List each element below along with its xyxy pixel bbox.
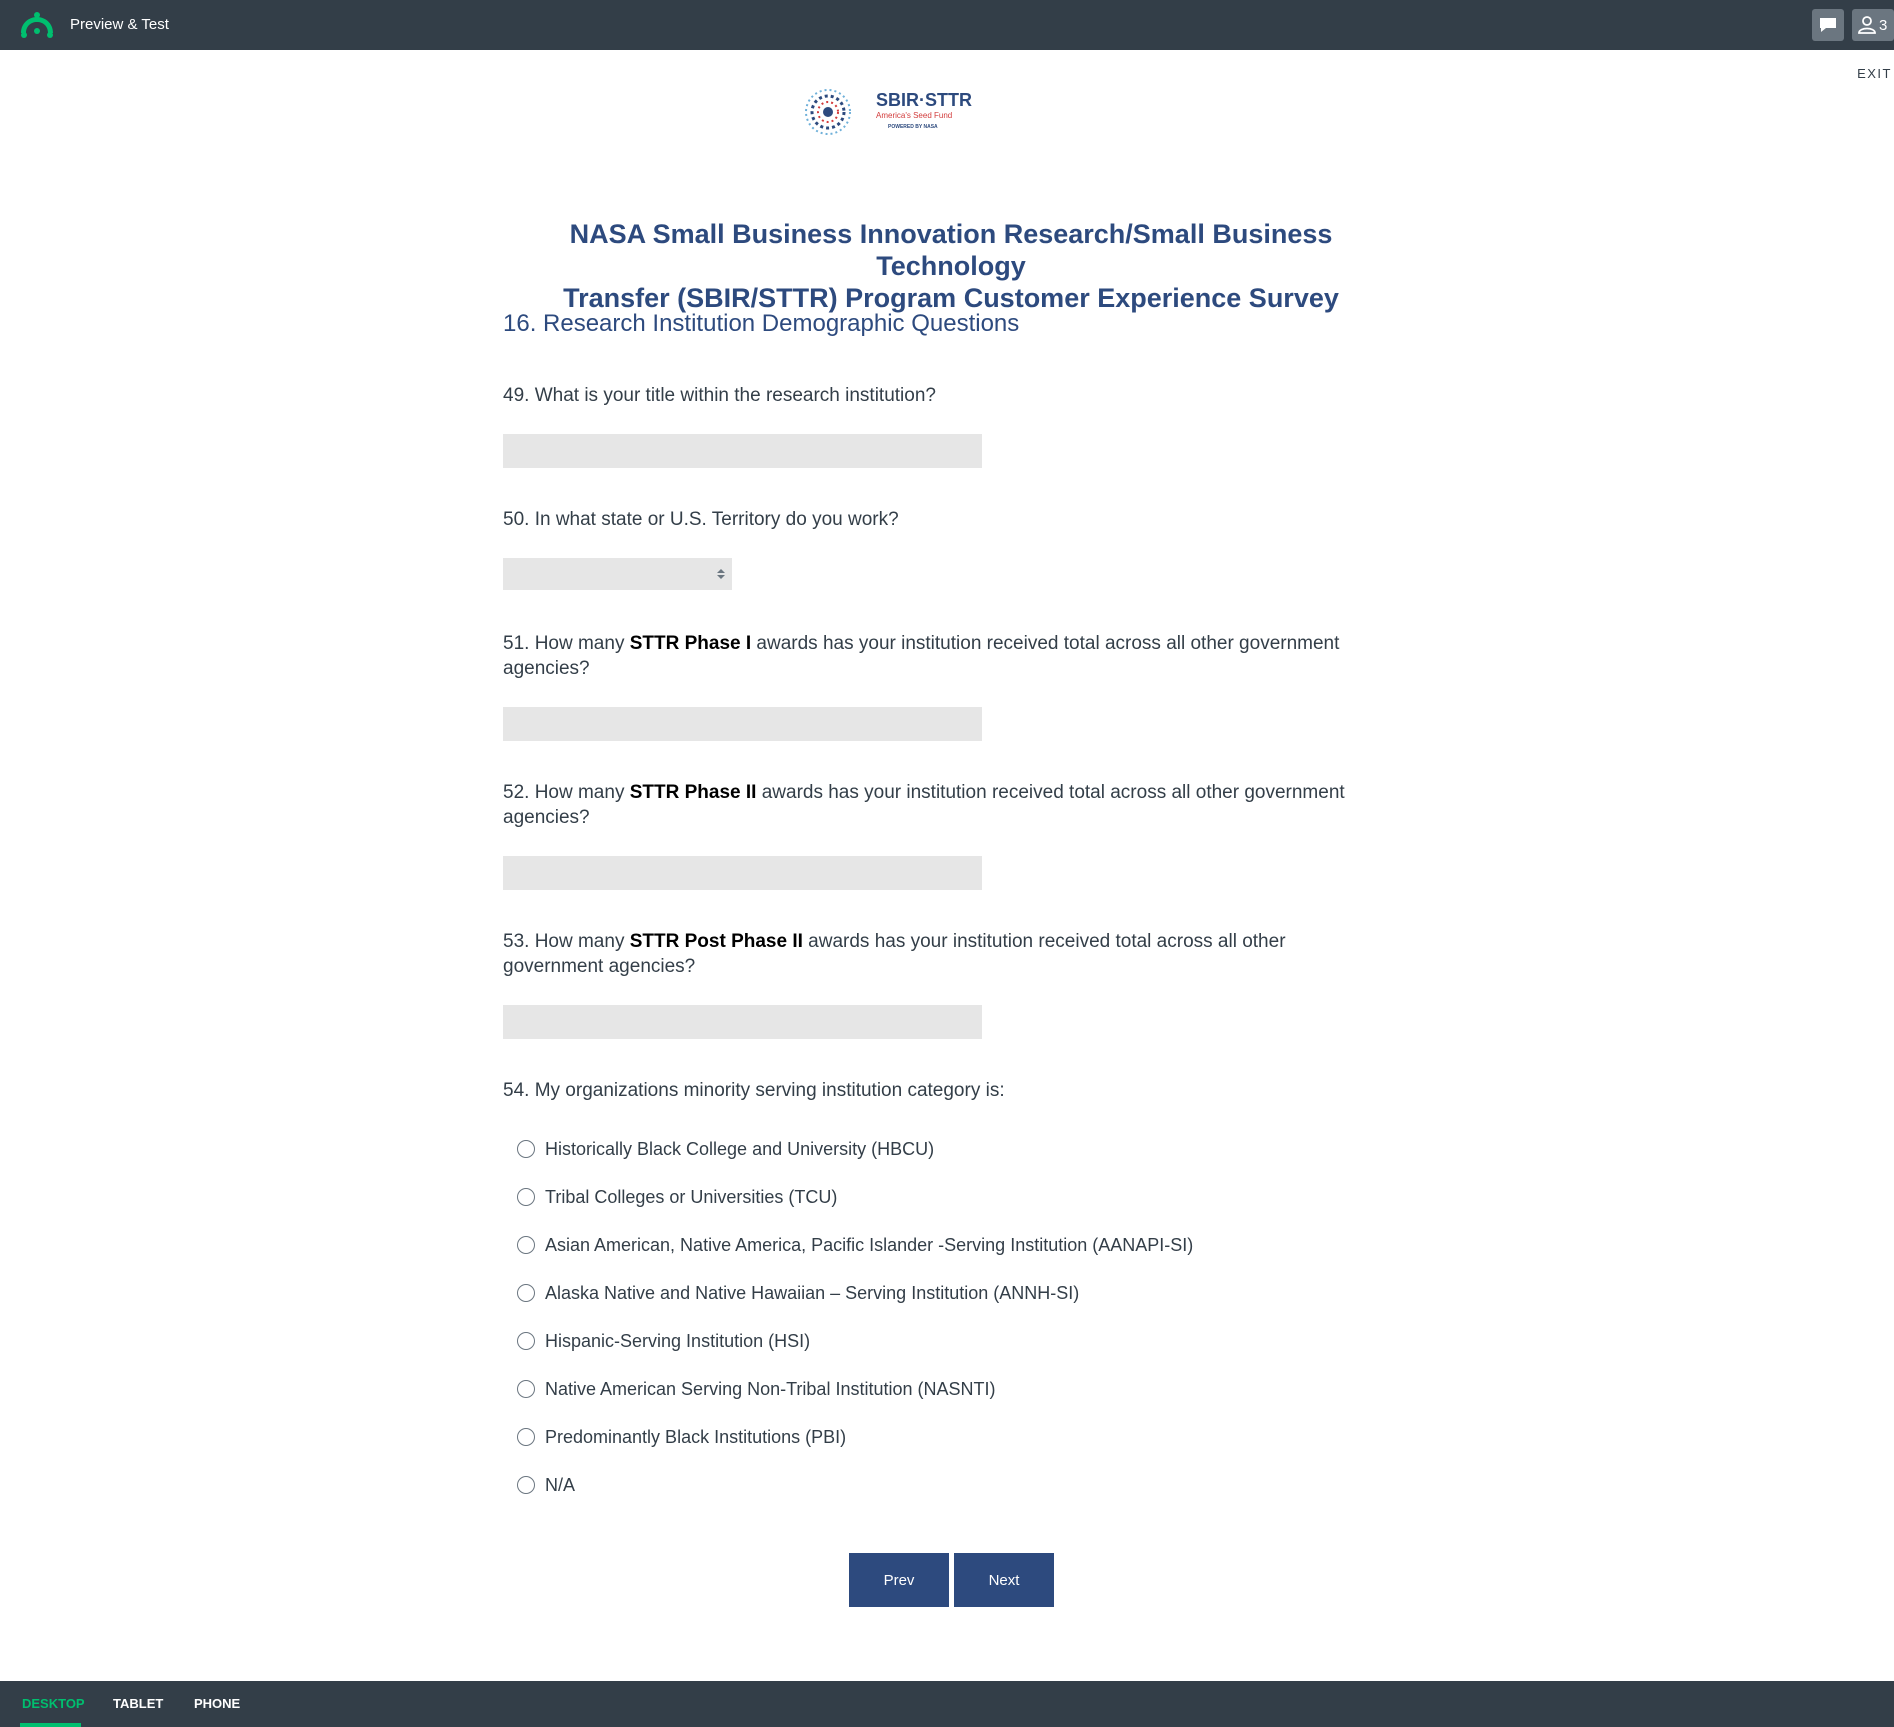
tab-phone[interactable]: PHONE [194, 1696, 241, 1711]
question-52 [503, 780, 1383, 830]
tab-desktop[interactable]: DESKTOP [22, 1696, 85, 1711]
q52-suffix: awards has your institution received total across all other government agencies? [503, 782, 1345, 828]
q53-bold: STTR Post Phase II [629, 931, 803, 952]
user-icon [1858, 16, 1876, 34]
survey-logo [800, 84, 980, 140]
q53-post-phase2-input[interactable] [503, 1005, 982, 1039]
q54-option[interactable] [517, 1472, 575, 1498]
radio-button[interactable] [517, 1188, 535, 1206]
radio-button[interactable] [517, 1476, 535, 1494]
q50-state-select[interactable] [503, 558, 732, 590]
question-54: 54. My organizations minority serving institution category is: [503, 1080, 1005, 1101]
preview-test-title: Preview & Test [70, 16, 169, 33]
radio-button[interactable] [517, 1332, 535, 1350]
q54-option-label: Native American Serving Non-Tribal Institution (NASNTI) [545, 1378, 996, 1399]
q54-option[interactable] [517, 1280, 1079, 1306]
question-50: 50. In what state or U.S. Territory do you work? [503, 509, 899, 530]
prev-button[interactable]: Prev [849, 1553, 949, 1607]
logo-name: SBIR·STTR [876, 90, 972, 110]
radio-button[interactable] [517, 1428, 535, 1446]
q54-option[interactable] [517, 1232, 1193, 1258]
q54-option-label: Tribal Colleges or Universities (TCU) [545, 1186, 838, 1207]
q49-title-input[interactable] [503, 434, 982, 468]
q54-option-label: N/A [545, 1474, 576, 1495]
q54-option-label: Historically Black College and University (HBCU) [545, 1138, 935, 1159]
q54-option[interactable] [517, 1184, 837, 1210]
q53-suffix: awards has your institution received total across all other government agencies? [503, 931, 1286, 977]
select-arrows-icon [716, 566, 726, 582]
q54-option-label: Asian American, Native America, Pacific Islander -Serving Institution (AANAPI-SI) [545, 1234, 1194, 1255]
q51-bold: STTR Phase I [629, 633, 752, 654]
logo-tagline: America's Seed Fund [876, 111, 953, 120]
survey-title-line2: Transfer (SBIR/STTR) Program Customer Experience Survey [563, 283, 1339, 313]
radio-button[interactable] [517, 1236, 535, 1254]
question-49: 49. What is your title within the research institution? [503, 385, 936, 406]
q54-option[interactable] [517, 1424, 846, 1450]
q51-phase1-input[interactable] [503, 707, 982, 741]
q54-option[interactable] [517, 1328, 810, 1354]
survey-title-line1: NASA Small Business Innovation Research/Small Business Technology [569, 219, 1333, 281]
comment-icon [1818, 16, 1838, 34]
q54-option-label: Alaska Native and Native Hawaiian – Serving Institution (ANNH-SI) [545, 1282, 1080, 1303]
exit-link[interactable]: EXIT [1857, 66, 1892, 81]
q54-option[interactable] [517, 1376, 995, 1402]
q54-option[interactable] [517, 1136, 934, 1162]
top-toolbar [0, 0, 1894, 50]
survey-title [504, 218, 1398, 314]
radio-button[interactable] [517, 1380, 535, 1398]
sbir-sttr-logo-icon [800, 84, 980, 140]
q51-suffix: awards has your institution received total across all other government agencies? [503, 633, 1340, 679]
q52-prefix: 52. How many [503, 782, 630, 803]
page-title: 16. Research Institution Demographic Questions [503, 310, 1020, 337]
device-preview-bar [0, 1681, 1894, 1727]
q54-option-label: Hispanic-Serving Institution (HSI) [545, 1330, 811, 1351]
users-count: 3 [1879, 16, 1888, 34]
q54-option-label: Predominantly Black Institutions (PBI) [545, 1426, 847, 1447]
next-button[interactable]: Next [954, 1553, 1054, 1607]
q52-bold: STTR Phase II [629, 782, 757, 803]
question-53 [503, 929, 1383, 979]
comments-button[interactable] [1812, 9, 1844, 41]
logo-powered: POWERED BY NASA [888, 124, 938, 130]
collaborators-button[interactable] [1852, 9, 1894, 41]
active-tab-indicator [20, 1723, 81, 1727]
tab-tablet[interactable]: TABLET [113, 1696, 164, 1711]
q51-prefix: 51. How many [503, 633, 630, 654]
radio-button[interactable] [517, 1140, 535, 1158]
question-51 [503, 631, 1383, 681]
radio-button[interactable] [517, 1284, 535, 1302]
q53-prefix: 53. How many [503, 931, 630, 952]
q52-phase2-input[interactable] [503, 856, 982, 890]
logo-icon[interactable] [18, 11, 56, 39]
